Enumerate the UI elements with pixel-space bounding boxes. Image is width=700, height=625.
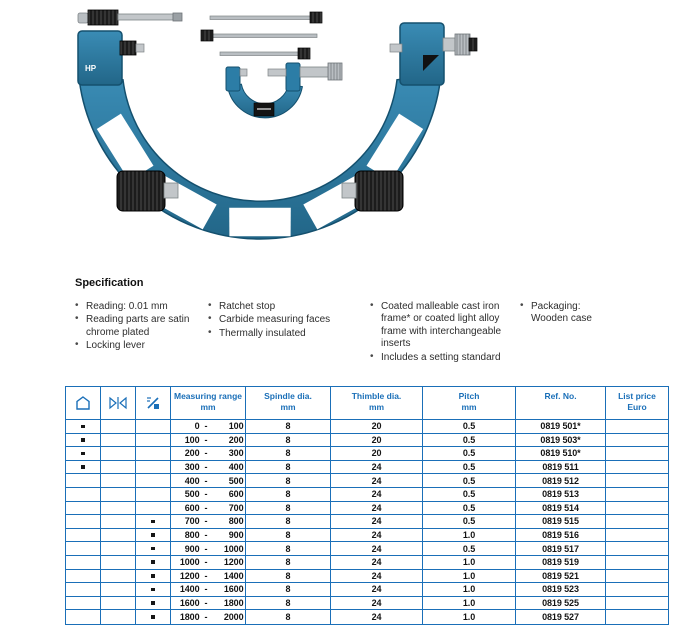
pitch-cell: 1.0 xyxy=(423,597,516,610)
spindle-dia-cell: 8 xyxy=(246,447,331,460)
spec-item: • Thermally insulated xyxy=(208,328,360,340)
measuring-range-cell: 700 - 800 xyxy=(171,515,246,528)
mark-interchangeable-insert xyxy=(136,542,171,555)
ref-no-cell: 0819 512 xyxy=(516,474,606,487)
table-row xyxy=(66,461,668,475)
pitch-cell: 0.5 xyxy=(423,488,516,501)
pitch-cell: 1.0 xyxy=(423,556,516,569)
table-row xyxy=(66,542,668,556)
list-price-cell xyxy=(606,610,668,624)
ref-no-cell: 0819 521 xyxy=(516,570,606,583)
table-row xyxy=(66,570,668,584)
pitch-cell: 0.5 xyxy=(423,434,516,447)
mark-measuring-faces xyxy=(101,583,136,596)
thimble-dia-cell: 24 xyxy=(331,474,423,487)
thimble-dia-cell: 20 xyxy=(331,447,423,460)
specification-title: Specification xyxy=(75,277,144,289)
header-label: Spindle dia. xyxy=(264,391,312,401)
micrometer-head xyxy=(443,34,477,55)
spec-item: • Includes a setting standard xyxy=(370,352,508,364)
list-price-cell xyxy=(606,583,668,596)
table-row xyxy=(66,556,668,570)
spindle-dia-cell: 8 xyxy=(246,610,331,624)
spec-item: • Coated malleable cast iron frame* or coated light alloy frame with interchangeable inserts xyxy=(370,301,508,351)
mark-interchangeable-insert xyxy=(136,434,171,447)
mark-interchangeable-insert xyxy=(136,420,171,433)
thimble-dia-cell: 24 xyxy=(331,542,423,555)
list-price-cell xyxy=(606,597,668,610)
pitch-cell: 0.5 xyxy=(423,461,516,474)
ref-no-cell: 0819 503* xyxy=(516,434,606,447)
thimble-dia-cell: 20 xyxy=(331,434,423,447)
spindle-dia-cell: 8 xyxy=(246,583,331,596)
mark-frame-shape xyxy=(66,542,101,555)
mark-interchangeable-insert xyxy=(136,556,171,569)
hp-logo: HP xyxy=(85,64,97,73)
list-price-cell xyxy=(606,434,668,447)
ref-no-cell: 0819 517 xyxy=(516,542,606,555)
thimble-dia-cell: 24 xyxy=(331,570,423,583)
thimble-dia-cell: 24 xyxy=(331,556,423,569)
mark-measuring-faces xyxy=(101,570,136,583)
pitch-cell: 0.5 xyxy=(423,515,516,528)
mark-measuring-faces xyxy=(101,542,136,555)
table-row xyxy=(66,529,668,543)
spare-anvil-assembly xyxy=(78,10,182,25)
measuring-range-cell: 400 - 500 xyxy=(171,474,246,487)
mark-measuring-faces xyxy=(101,515,136,528)
table-row xyxy=(66,434,668,448)
measuring-range-cell: 1400 - 1600 xyxy=(171,583,246,596)
spindle-dia-cell: 8 xyxy=(246,461,331,474)
mark-interchangeable-insert xyxy=(136,447,171,460)
list-price-cell xyxy=(606,461,668,474)
spec-item: • Packaging: Wooden case xyxy=(520,301,600,326)
mark-measuring-faces xyxy=(101,447,136,460)
availability-dot xyxy=(151,520,155,524)
availability-dot xyxy=(151,533,155,537)
mark-measuring-faces xyxy=(101,474,136,487)
header-label: List price xyxy=(618,391,656,401)
mark-measuring-faces xyxy=(101,420,136,433)
ref-no-cell: 0819 523 xyxy=(516,583,606,596)
list-price-cell xyxy=(606,529,668,542)
measuring-faces-icon-cell xyxy=(101,387,136,419)
ref-no-cell: 0819 516 xyxy=(516,529,606,542)
pitch-cell: 0.5 xyxy=(423,542,516,555)
measuring-faces-icon xyxy=(108,396,128,410)
availability-dot xyxy=(151,615,155,619)
header-spindle-dia xyxy=(246,387,331,419)
ref-no-cell: 0819 519 xyxy=(516,556,606,569)
interchangeable-insert-icon-cell xyxy=(136,387,171,419)
frame-shape-icon xyxy=(74,395,92,411)
pitch-cell: 0.5 xyxy=(423,474,516,487)
product-table xyxy=(65,386,669,625)
thimble-dia-cell: 24 xyxy=(331,502,423,515)
table-row xyxy=(66,488,668,502)
mark-measuring-faces xyxy=(101,502,136,515)
table-row xyxy=(66,447,668,461)
left-arm xyxy=(78,31,122,85)
table-body xyxy=(66,420,668,624)
mark-measuring-faces xyxy=(101,529,136,542)
pitch-cell: 0.5 xyxy=(423,447,516,460)
thimble-dia-cell: 24 xyxy=(331,610,423,624)
measuring-range-cell: 1800 - 2000 xyxy=(171,610,246,624)
table-row xyxy=(66,502,668,516)
list-price-cell xyxy=(606,420,668,433)
list-price-cell xyxy=(606,515,668,528)
pitch-cell: 0.5 xyxy=(423,420,516,433)
mark-measuring-faces xyxy=(101,610,136,624)
spindle-dia-cell: 8 xyxy=(246,434,331,447)
header-thimble-dia xyxy=(331,387,423,419)
list-price-cell xyxy=(606,556,668,569)
availability-dot xyxy=(151,574,155,578)
product-photo xyxy=(60,5,480,260)
spec-column-4 xyxy=(520,301,600,327)
spec-column-1 xyxy=(75,301,197,354)
ref-no-cell: 0819 514 xyxy=(516,502,606,515)
thimble-dia-cell: 24 xyxy=(331,597,423,610)
spec-column-2 xyxy=(208,301,360,341)
mark-frame-shape xyxy=(66,583,101,596)
availability-dot xyxy=(81,452,85,456)
mark-measuring-faces xyxy=(101,556,136,569)
mark-interchangeable-insert xyxy=(136,474,171,487)
mark-frame-shape xyxy=(66,474,101,487)
header-unit: mm xyxy=(280,402,296,413)
small-micrometer xyxy=(226,63,342,118)
mark-frame-shape xyxy=(66,570,101,583)
spec-column-3 xyxy=(370,301,508,365)
measuring-range-cell: 1000 - 1200 xyxy=(171,556,246,569)
pitch-cell: 1.0 xyxy=(423,610,516,624)
spec-item: • Reading: 0.01 mm xyxy=(75,301,197,313)
mark-interchangeable-insert xyxy=(136,529,171,542)
right-arm xyxy=(400,23,444,85)
ref-no-cell: 0819 527 xyxy=(516,610,606,624)
list-price-cell xyxy=(606,542,668,555)
mark-interchangeable-insert xyxy=(136,461,171,474)
availability-dot xyxy=(151,560,155,564)
mark-interchangeable-insert xyxy=(136,597,171,610)
mark-measuring-faces xyxy=(101,461,136,474)
header-ref-no xyxy=(516,387,606,419)
spindle-dia-cell: 8 xyxy=(246,420,331,433)
thimble-dia-cell: 20 xyxy=(331,420,423,433)
list-price-cell xyxy=(606,474,668,487)
measuring-range-cell: 200 - 300 xyxy=(171,447,246,460)
table-row xyxy=(66,420,668,434)
mark-frame-shape xyxy=(66,434,101,447)
mark-interchangeable-insert xyxy=(136,488,171,501)
table-row xyxy=(66,474,668,488)
table-row xyxy=(66,583,668,597)
spindle-dia-cell: 8 xyxy=(246,570,331,583)
ref-no-cell: 0819 515 xyxy=(516,515,606,528)
spindle-dia-cell: 8 xyxy=(246,502,331,515)
header-unit: mm xyxy=(200,402,216,413)
availability-dot xyxy=(81,438,85,442)
list-price-cell xyxy=(606,570,668,583)
header-measuring-range xyxy=(171,387,246,419)
mark-interchangeable-insert xyxy=(136,610,171,624)
table-header xyxy=(66,387,668,420)
spindle-dia-cell: 8 xyxy=(246,474,331,487)
spindle-dia-cell: 8 xyxy=(246,515,331,528)
spindle-dia-cell: 8 xyxy=(246,529,331,542)
mark-interchangeable-insert xyxy=(136,583,171,596)
measuring-range-cell: 600 - 700 xyxy=(171,502,246,515)
availability-dot xyxy=(81,425,85,429)
setting-standards xyxy=(201,12,322,59)
header-label: Measuring range xyxy=(173,391,243,401)
availability-dot xyxy=(151,547,155,551)
mark-frame-shape xyxy=(66,515,101,528)
table-row xyxy=(66,515,668,529)
measuring-range-cell: 500 - 600 xyxy=(171,488,246,501)
list-price-cell xyxy=(606,502,668,515)
ref-no-cell: 0819 513 xyxy=(516,488,606,501)
mark-frame-shape xyxy=(66,461,101,474)
table-row xyxy=(66,610,668,624)
availability-dot xyxy=(151,601,155,605)
header-list-price xyxy=(606,387,668,419)
mark-frame-shape xyxy=(66,502,101,515)
specification-section xyxy=(75,277,680,377)
ref-no-cell: 0819 525 xyxy=(516,597,606,610)
header-unit: mm xyxy=(368,402,385,413)
pitch-cell: 1.0 xyxy=(423,529,516,542)
spindle-dia-cell: 8 xyxy=(246,488,331,501)
thimble-dia-cell: 24 xyxy=(331,461,423,474)
table-row xyxy=(66,597,668,611)
header-unit: Euro xyxy=(627,402,647,413)
measuring-range-cell: 0 - 100 xyxy=(171,420,246,433)
spindle-dia-cell: 8 xyxy=(246,542,331,555)
mark-interchangeable-insert xyxy=(136,515,171,528)
pitch-cell: 1.0 xyxy=(423,570,516,583)
list-price-cell xyxy=(606,488,668,501)
spec-item: • Locking lever xyxy=(75,340,197,352)
spindle-dia-cell: 8 xyxy=(246,597,331,610)
pitch-cell: 0.5 xyxy=(423,502,516,515)
ref-no-cell: 0819 510* xyxy=(516,447,606,460)
header-pitch xyxy=(423,387,516,419)
availability-dot xyxy=(81,465,85,469)
thimble-dia-cell: 24 xyxy=(331,529,423,542)
spindle-dia-cell: 8 xyxy=(246,556,331,569)
thimble-dia-cell: 24 xyxy=(331,488,423,501)
spec-item: • Carbide measuring faces xyxy=(208,314,360,326)
frame-shape-icon-cell xyxy=(66,387,101,419)
pitch-cell: 1.0 xyxy=(423,583,516,596)
measuring-range-cell: 900 - 1000 xyxy=(171,542,246,555)
mark-frame-shape xyxy=(66,597,101,610)
measuring-range-cell: 100 - 200 xyxy=(171,434,246,447)
ref-no-cell: 0819 511 xyxy=(516,461,606,474)
mark-measuring-faces xyxy=(101,597,136,610)
thimble-dia-cell: 24 xyxy=(331,515,423,528)
spec-item: • Reading parts are satin chrome plated xyxy=(75,314,197,339)
mark-frame-shape xyxy=(66,447,101,460)
header-unit: mm xyxy=(461,402,477,413)
availability-dot xyxy=(151,588,155,592)
measuring-range-cell: 1600 - 1800 xyxy=(171,597,246,610)
interchangeable-insert-icon xyxy=(145,395,161,411)
thimble-dia-cell: 24 xyxy=(331,583,423,596)
header-label: Pitch xyxy=(458,391,480,401)
mark-frame-shape xyxy=(66,610,101,624)
mark-interchangeable-insert xyxy=(136,570,171,583)
header-label: Thimble dia. xyxy=(351,391,402,401)
header-label: Ref. No. xyxy=(544,391,577,401)
measuring-range-cell: 800 - 900 xyxy=(171,529,246,542)
list-price-cell xyxy=(606,447,668,460)
mark-measuring-faces xyxy=(101,434,136,447)
mark-frame-shape xyxy=(66,420,101,433)
mark-frame-shape xyxy=(66,529,101,542)
spec-item: • Ratchet stop xyxy=(208,301,360,313)
micrometer-illustration xyxy=(60,5,480,260)
mark-measuring-faces xyxy=(101,488,136,501)
measuring-range-cell: 1200 - 1400 xyxy=(171,570,246,583)
mark-frame-shape xyxy=(66,488,101,501)
mark-interchangeable-insert xyxy=(136,502,171,515)
ref-no-cell: 0819 501* xyxy=(516,420,606,433)
mark-frame-shape xyxy=(66,556,101,569)
measuring-range-cell: 300 - 400 xyxy=(171,461,246,474)
